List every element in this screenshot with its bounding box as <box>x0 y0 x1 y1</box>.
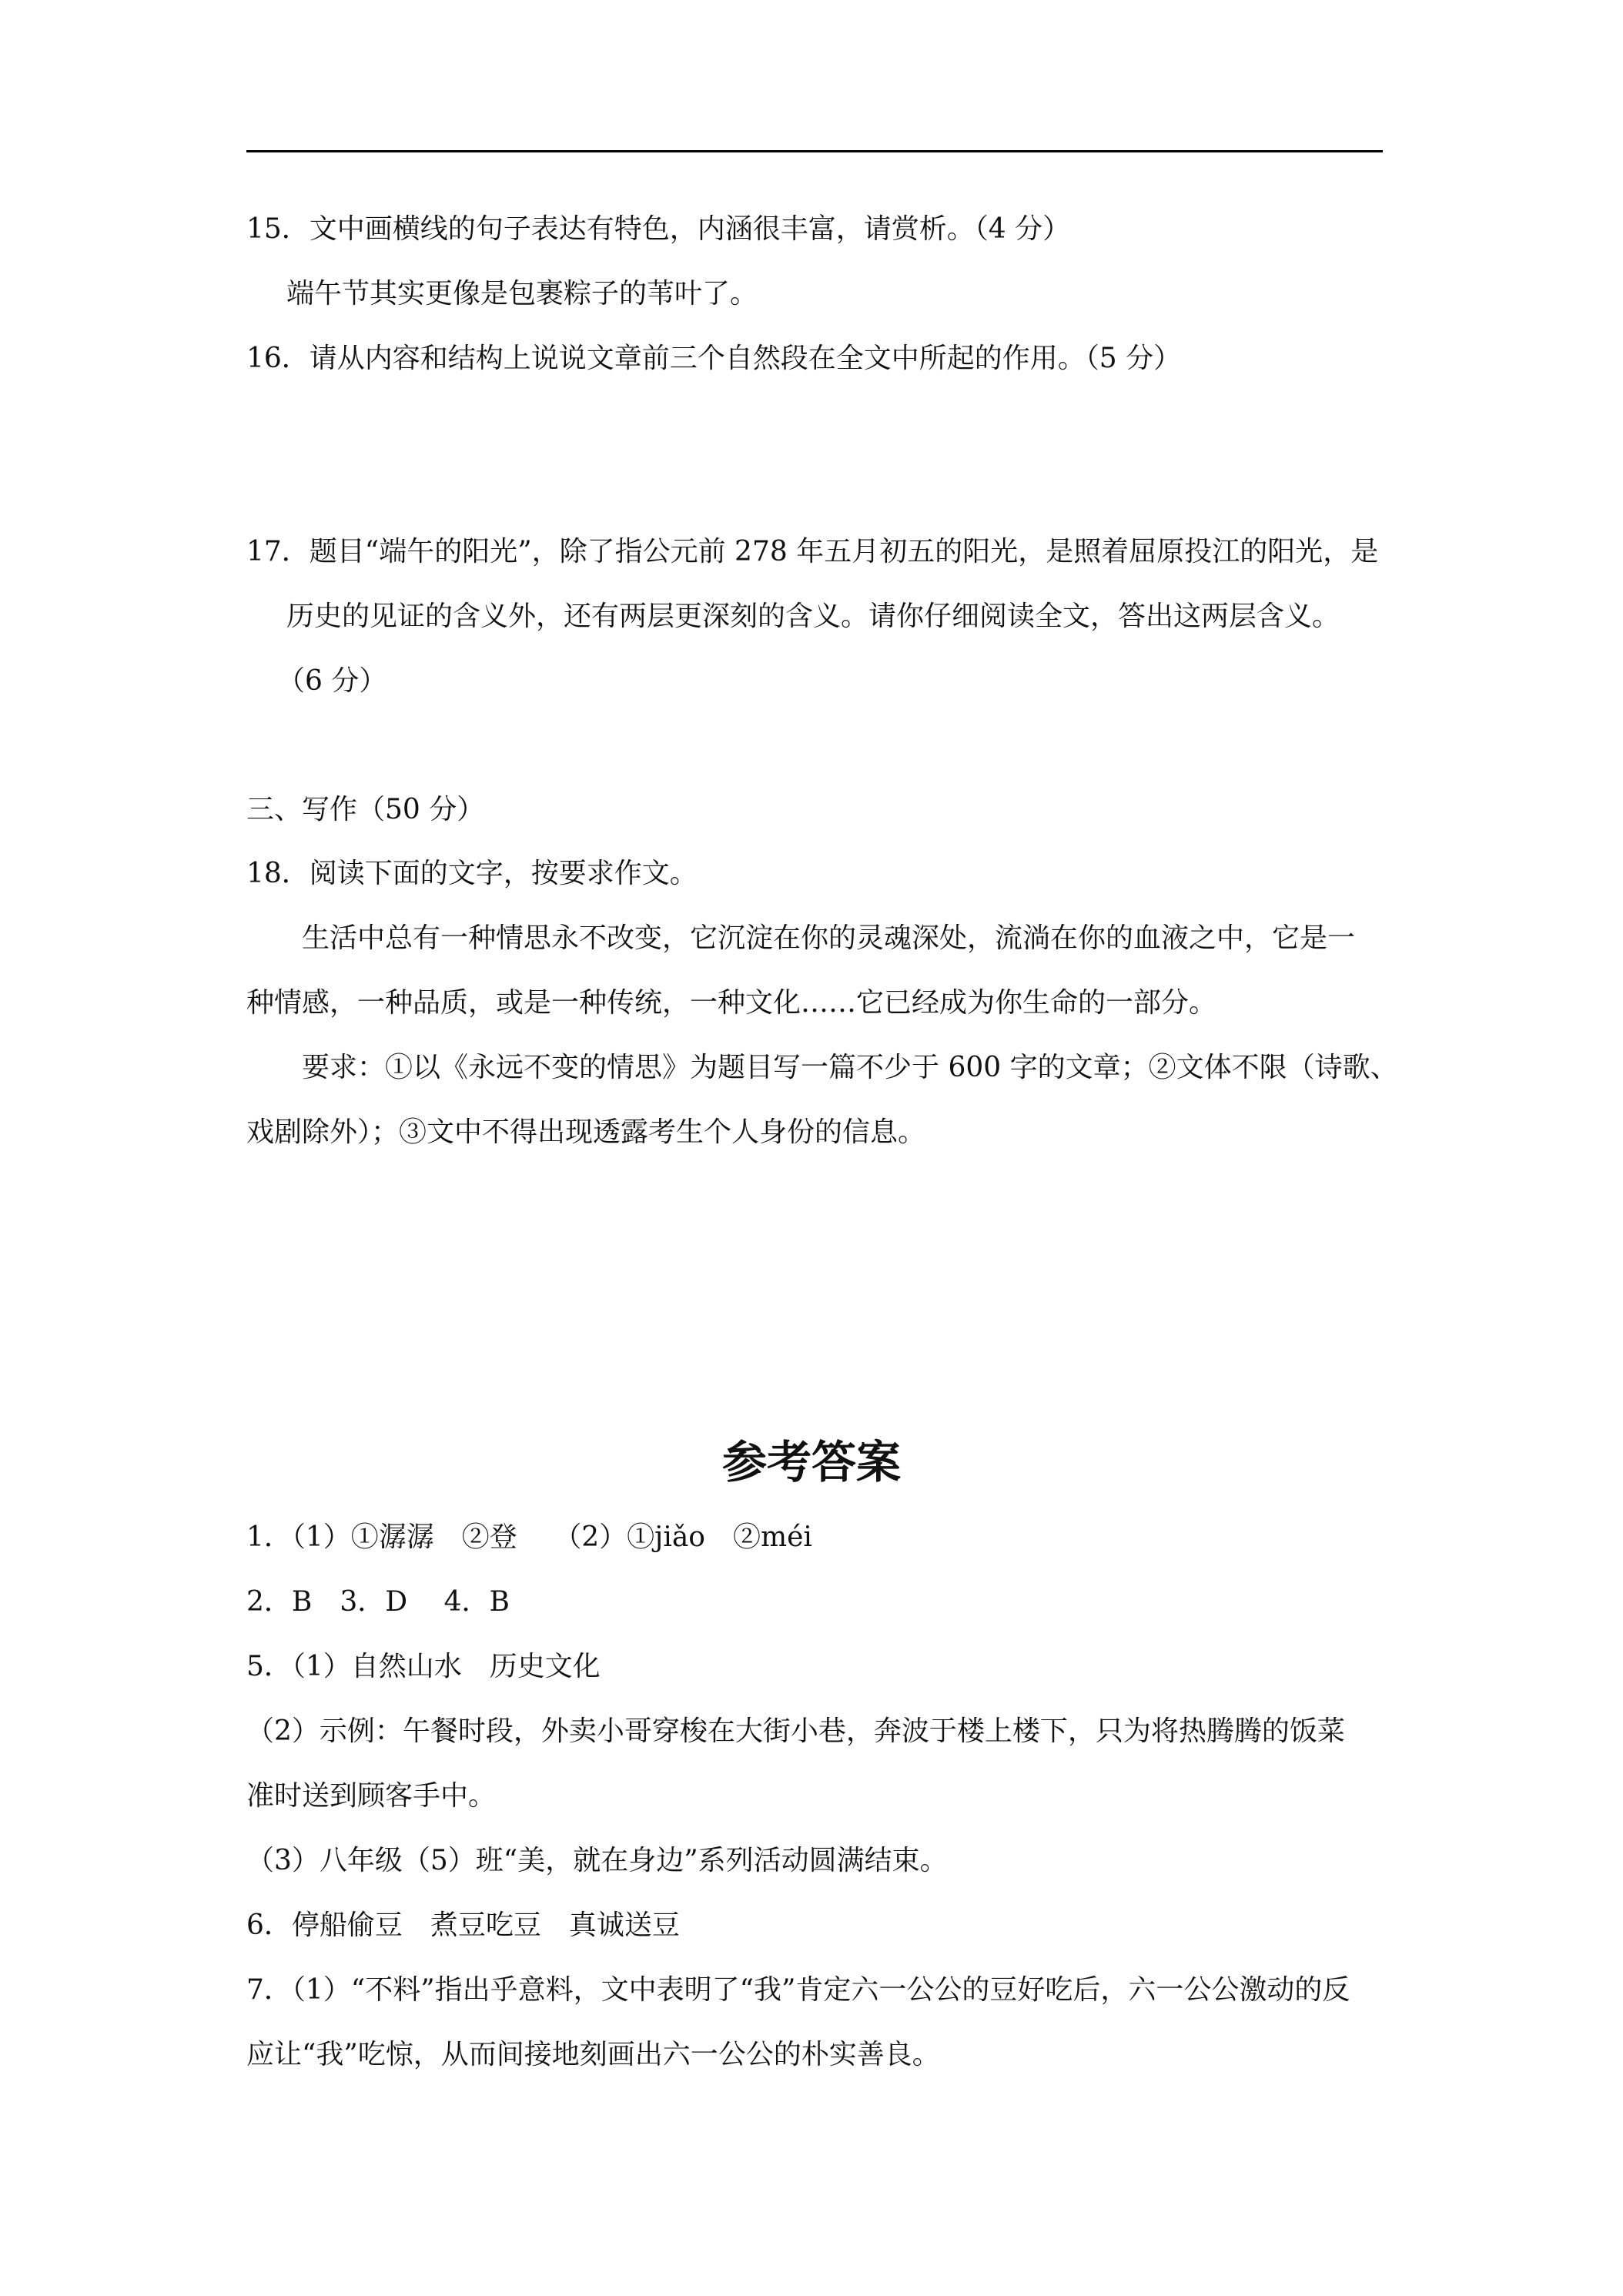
question-17-line-3: （6 分） <box>277 665 387 697</box>
question-15-quote: 端午节其实更像是包裹粽子的苇叶了。 <box>286 278 758 310</box>
question-17-line-1: 17．题目“端午的阳光”，除了指公元前 278 年五月初五的阳光，是照着屈原投江的阳光，是 <box>246 536 1379 567</box>
question-15: 15．文中画横线的句子表达有特色，内涵很丰富，请赏析。（4 分） <box>246 213 1071 245</box>
question-17-line-2: 历史的见证的含义外，还有两层更深刻的含义。请你仔细阅读全文，答出这两层含义。 <box>286 601 1340 632</box>
answer-6: 6．停船偷豆 煮豆吃豆 真诚送豆 <box>246 1909 680 1941</box>
writing-section-title: 三、写作（50 分） <box>246 794 485 825</box>
answer-7-line-1: 7．（1）“不料”指出乎意料，文中表明了“我”肯定六一公公的豆好吃后，六一公公激动的反 <box>246 1974 1350 2006</box>
writing-prompt-line-1: 生活中总有一种情思永不改变，它沉淀在你的灵魂深处，流淌在你的血液之中，它是一 <box>302 922 1356 954</box>
answer-7-line-2: 应让“我”吃惊，从而间接地刻画出六一公公的朴实善良。 <box>246 2039 940 2070</box>
writing-requirement-line-2: 戏剧除外）；③文中不得出现透露考生个人身份的信息。 <box>246 1116 926 1148</box>
question-18: 18．阅读下面的文字，按要求作文。 <box>246 858 698 889</box>
answer-1: 1．（1）①潺潺 ②登 （2）①jiǎo ②méi <box>246 1521 812 1553</box>
writing-prompt-line-2: 种情感，一种品质，或是一种传统，一种文化……它已经成为你生命的一部分。 <box>246 987 1217 1019</box>
answer-5-2-line-1: （2）示例：午餐时段，外卖小哥穿梭在大街小巷，奔波于楼上楼下，只为将热腾腾的饭菜 <box>246 1715 1345 1747</box>
answer-5-2-line-2: 准时送到顾客手中。 <box>246 1780 497 1812</box>
writing-requirement-line-1: 要求：①以《永远不变的情思》为题目写一篇不少于 600 字的文章；②文体不限（诗歌、 <box>302 1052 1398 1083</box>
answer-5-3: （3）八年级（5）班“美，就在身边”系列活动圆满结束。 <box>246 1845 948 1876</box>
question-16: 16．请从内容和结构上说说文章前三个自然段在全文中所起的作用。（5 分） <box>246 343 1182 374</box>
answer-2-4: 2．B 3．D 4．B <box>246 1586 510 1618</box>
header-rule <box>246 150 1383 152</box>
answer-5-1: 5．（1）自然山水 历史文化 <box>246 1651 601 1682</box>
answers-title: 参考答案 <box>721 1436 901 1488</box>
